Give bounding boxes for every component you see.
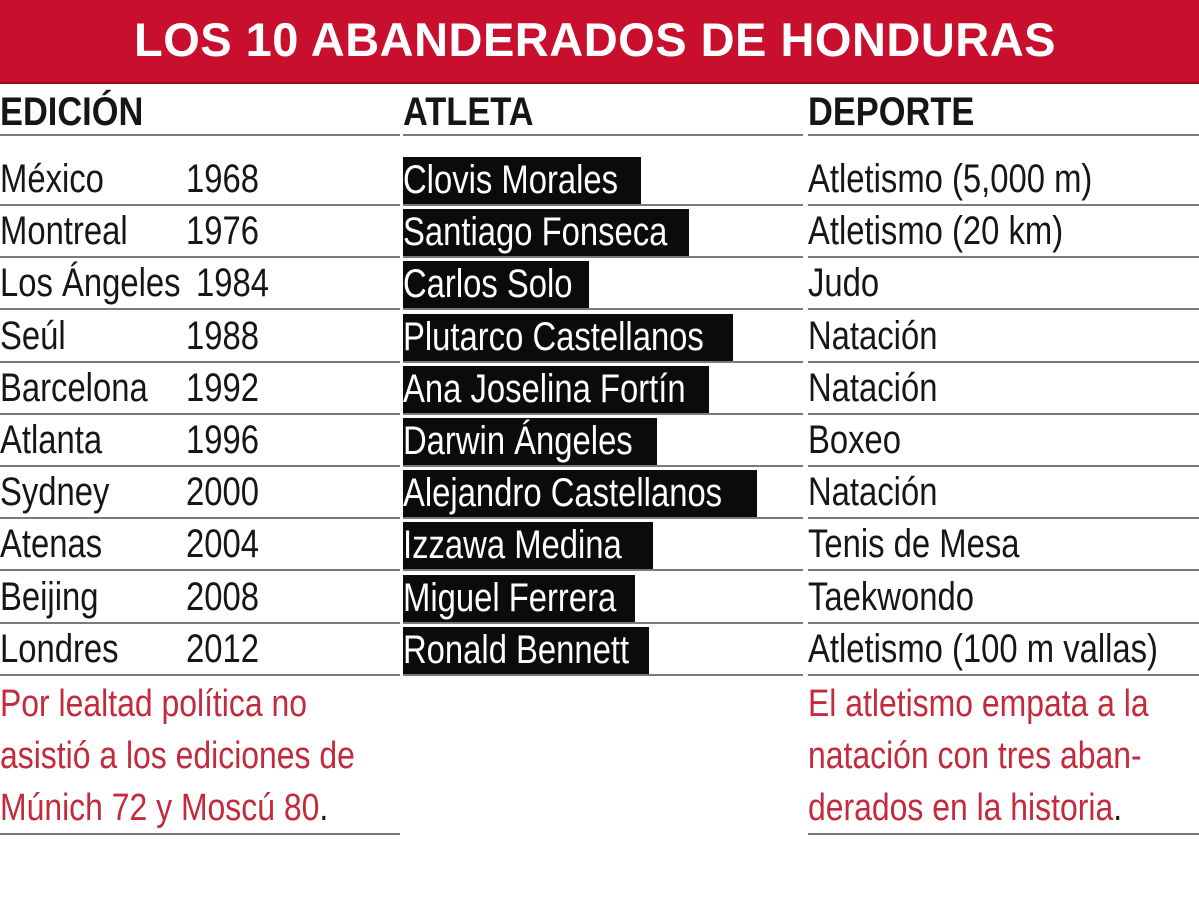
- row-divider: [403, 308, 803, 310]
- row-divider: [403, 361, 803, 363]
- athlete-highlight: [403, 522, 653, 570]
- edition-city: Beijing: [0, 574, 99, 619]
- note-left-divider: [0, 833, 400, 835]
- table-row: [0, 155, 1199, 207]
- table-row: [0, 364, 1199, 416]
- sport-name: Natación: [808, 365, 938, 410]
- row-divider: [808, 517, 1199, 519]
- table-row: [0, 468, 1199, 520]
- note-left: [0, 678, 355, 834]
- note-left-line: asistió a los ediciones de: [0, 735, 355, 777]
- row-divider: [0, 622, 400, 624]
- edition-year: 1992: [186, 365, 259, 410]
- sport-name: Tenis de Mesa: [808, 522, 1020, 567]
- row-divider: [403, 256, 803, 258]
- row-divider: [808, 465, 1199, 467]
- row-divider: [0, 256, 400, 258]
- header-edition: EDICIÓN: [0, 90, 144, 134]
- athlete-name: Ana Joselina Fortín: [403, 366, 686, 411]
- sport-name: Boxeo: [808, 418, 902, 462]
- athlete-name: Alejandro Castellanos: [403, 471, 723, 516]
- row-divider: [403, 569, 803, 571]
- athlete-highlight: [403, 418, 657, 466]
- sport-name: Natación: [808, 470, 938, 515]
- note-right-text: derados en la historia: [808, 787, 1114, 829]
- edition-city: Londres: [0, 626, 119, 671]
- edition-year: 2012: [186, 626, 259, 671]
- athlete-name: Izzawa Medina: [403, 523, 622, 568]
- athlete-name: Plutarco Castellanos: [403, 314, 704, 359]
- row-divider: [0, 361, 400, 363]
- header-divider-athlete: [403, 134, 803, 136]
- sport-name: Atletismo (100 m vallas): [808, 626, 1158, 671]
- edition-year: 1988: [186, 313, 259, 358]
- note-left-line: [0, 782, 355, 834]
- table-row: [0, 520, 1199, 572]
- note-left-line: Por lealtad política no: [0, 683, 307, 725]
- edition-year: 2008: [186, 574, 259, 619]
- row-divider: [0, 204, 400, 206]
- athlete-name: Clovis Morales: [403, 158, 619, 202]
- header-divider-sport: [808, 134, 1199, 136]
- athlete-highlight: [403, 627, 649, 675]
- row-divider: [403, 465, 803, 467]
- sport-name: Taekwondo: [808, 574, 974, 619]
- table-row: [0, 625, 1199, 677]
- table-row: [0, 573, 1199, 625]
- edition-year: 2004: [186, 522, 259, 567]
- edition-city: México: [0, 157, 104, 201]
- row-divider: [403, 204, 803, 206]
- note-right-line: [808, 782, 1149, 834]
- athlete-name: Darwin Ángeles: [403, 419, 633, 463]
- page-title: LOS 10 ABANDERADOS DE HONDURAS: [133, 13, 1057, 66]
- row-divider: [403, 622, 803, 624]
- header-athlete: ATLETA: [403, 90, 534, 134]
- row-divider: [0, 674, 400, 676]
- athlete-highlight: [403, 575, 635, 623]
- athlete-highlight: [403, 366, 709, 414]
- athlete-name: Carlos Solo: [403, 262, 573, 307]
- edition-city: Atenas: [0, 522, 103, 567]
- row-divider: [403, 674, 803, 676]
- row-divider: [403, 517, 803, 519]
- row-divider: [808, 413, 1199, 415]
- edition-city: Montreal: [0, 209, 128, 254]
- athlete-highlight: [403, 314, 733, 362]
- header-divider-edition: [0, 134, 400, 136]
- edition-city: Seúl: [0, 313, 66, 358]
- edition-city: Sydney: [0, 470, 110, 515]
- athlete-name: Miguel Ferrera: [403, 575, 617, 620]
- note-left-text: Múnich 72 y Moscú 80: [0, 787, 320, 829]
- athlete-name: Ronald Bennett: [403, 627, 630, 672]
- row-divider: [0, 465, 400, 467]
- row-divider: [0, 413, 400, 415]
- sport-name: Atletismo (5,000 m): [808, 157, 1093, 201]
- note-right-period: .: [1113, 787, 1123, 829]
- row-divider: [0, 517, 400, 519]
- athlete-highlight: [403, 470, 757, 518]
- note-left-period: .: [319, 787, 329, 829]
- edition-year: 2000: [186, 470, 259, 515]
- edition-year: 1996: [186, 418, 259, 462]
- row-divider: [808, 361, 1199, 363]
- row-divider: [808, 569, 1199, 571]
- table-row: [0, 207, 1199, 259]
- sport-name: Natación: [808, 313, 938, 358]
- edition-year: 1984: [196, 261, 269, 306]
- row-divider: [808, 622, 1199, 624]
- sport-name: Judo: [808, 261, 880, 306]
- row-divider: [0, 569, 400, 571]
- note-right-line: El atletismo empata a la: [808, 683, 1149, 725]
- note-right-divider: [808, 833, 1199, 835]
- table-header: [0, 84, 1199, 136]
- table-row: [0, 312, 1199, 364]
- edition-year: 1968: [186, 157, 259, 201]
- edition-city: Los Ángeles: [0, 261, 181, 306]
- row-divider: [808, 674, 1199, 676]
- sport-name: Atletismo (20 km): [808, 209, 1064, 254]
- edition-city: Barcelona: [0, 365, 148, 410]
- row-divider: [403, 413, 803, 415]
- athlete-highlight: [403, 209, 689, 257]
- note-right-line: natación con tres aban-: [808, 735, 1142, 777]
- row-divider: [808, 308, 1199, 310]
- athlete-highlight: [403, 261, 589, 309]
- athlete-name: Santiago Fonseca: [403, 210, 668, 255]
- row-divider: [808, 256, 1199, 258]
- note-right: [808, 678, 1149, 834]
- edition-year: 1976: [186, 209, 259, 254]
- athlete-highlight: [403, 157, 641, 205]
- table-row: [0, 416, 1199, 468]
- edition-city: Atlanta: [0, 418, 103, 462]
- title-banner: [0, 0, 1199, 84]
- table-row: [0, 259, 1199, 311]
- row-divider: [0, 308, 400, 310]
- header-sport: DEPORTE: [808, 90, 975, 134]
- row-divider: [808, 204, 1199, 206]
